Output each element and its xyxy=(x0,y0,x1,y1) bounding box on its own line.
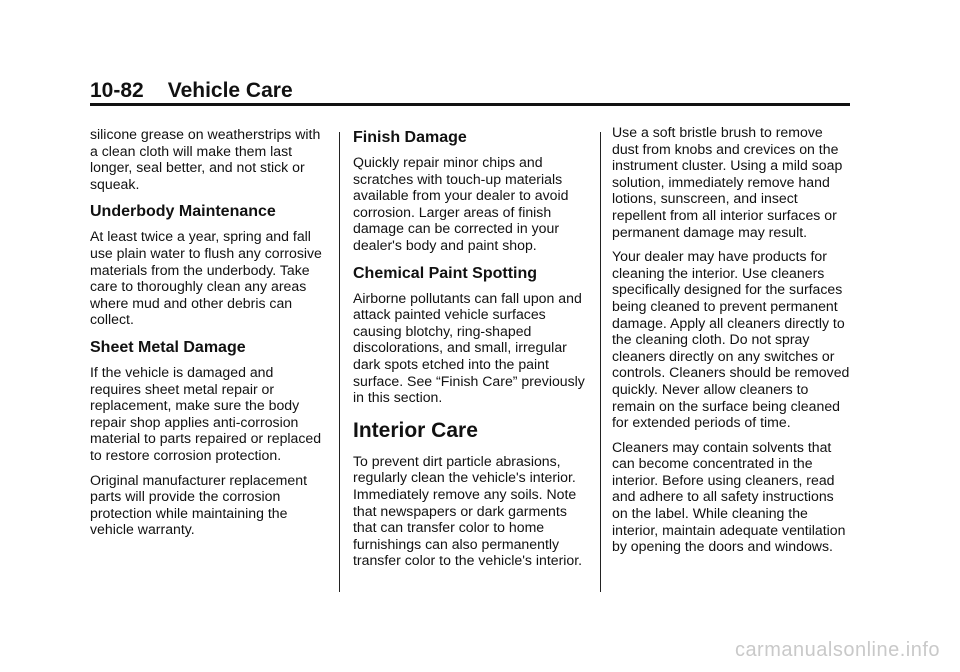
intro-paragraph: silicone grease on weatherstrips with a clean cloth will make them last longer, seal better, and not stick or squeak. xyxy=(90,126,321,192)
column-divider-1 xyxy=(339,132,340,592)
heading-chemical-paint-spotting: Chemical Paint Spotting xyxy=(353,264,538,282)
page-header xyxy=(90,80,293,101)
header-rule xyxy=(90,103,850,106)
column-left xyxy=(90,126,328,546)
column-divider-2 xyxy=(600,132,601,592)
heading-finish-damage: Finish Damage xyxy=(353,129,467,146)
finish-damage-paragraph: Quickly repair minor chips and scratches with touch-up materials available from your dealer to avoid corrosion. Larger areas of finish damage can be corrected in your dealer's body and paint shop. xyxy=(353,154,569,253)
interior-care-paragraph: To prevent dirt particle abrasions, regularly clean the vehicle's interior. Immediately remove any soils. Note that newspapers or dark garments that can transfer color to home furnishings can also permanently transfer color to the vehicle's interior. xyxy=(353,452,583,569)
sheet-metal-paragraph-1: If the vehicle is damaged and requires sheet metal repair or replacement, make sure the body repair shop applies anti-corrosion material to parts repaired or replaced to restore corrosion protection. xyxy=(90,363,322,463)
interior-paragraph-1: Use a soft bristle brush to remove dust from knobs and crevices on the instrument cluster. Using a mild soap solution, immediately remove hand lotions, sunscreen, and insect repellent from all interior surfaces or permanent damage may result. xyxy=(612,124,843,240)
interior-paragraph-2: Your dealer may have products for cleaning the interior. Use cleaners specifically designed for the surfaces being cleaned to prevent permanent damage. Apply all cleaners directly to the cleaning cloth. Do not spray cleaners directly on any switches or controls. Cleaners should be removed quickly. Never allow cleaners to remain on the surface being cleaned for extended periods of time. xyxy=(612,248,850,431)
column-middle xyxy=(353,124,591,577)
interior-paragraph-3: Cleaners may contain solvents that can become concentrated in the interior. Before using cleaners, read and adhere to all safety instructions on the label. While cleaning the interior, maintain adequate ventilation by opening the doors and windows. xyxy=(612,438,846,555)
underbody-paragraph: At least twice a year, spring and fall use plain water to flush any corrosive materials from the underbody. Take care to thoroughly clean any areas where mud and other debris can collect. xyxy=(90,228,322,328)
watermark-text: carmanualsonline.info xyxy=(734,639,940,661)
sheet-metal-paragraph-2: Original manufacturer replacement parts will provide the corrosion protection while maintaining the vehicle warranty. xyxy=(90,471,307,538)
section-title: Vehicle Care xyxy=(167,79,293,102)
heading-interior-care: Interior Care xyxy=(353,418,478,442)
column-right xyxy=(612,124,850,563)
chemical-paint-paragraph: Airborne pollutants can fall upon and attack painted vehicle surfaces causing blotchy, ring-shaped discolorations, and small, irregular dark spots etched into the paint surface. See “Finish Care” previously in this section. xyxy=(353,289,585,406)
heading-underbody-maintenance: Underbody Maintenance xyxy=(90,203,276,221)
heading-sheet-metal-damage: Sheet Metal Damage xyxy=(90,338,246,356)
page-number: 10-82 xyxy=(90,79,144,102)
